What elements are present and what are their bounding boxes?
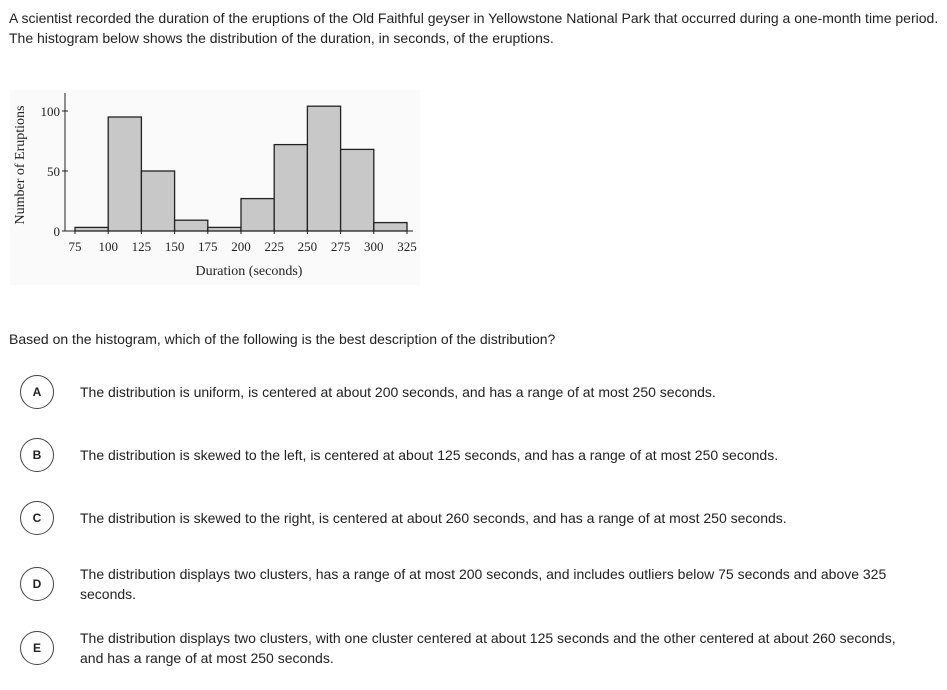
choice-text-c: The distribution is skewed to the right, is centered at about 260 seconds, and has a range of at most 250 seconds. — [80, 510, 787, 526]
histogram-bar-175-200 — [208, 227, 241, 231]
y-tick-label-0: 0 — [53, 224, 60, 239]
x-tick-label-175: 175 — [198, 239, 218, 254]
y-axis-ticks — [41, 104, 69, 239]
histogram-bar-275-300 — [341, 149, 374, 231]
y-tick-label-50: 50 — [47, 164, 60, 179]
x-tick-label-150: 150 — [164, 239, 185, 254]
answer-choice-b[interactable] — [20, 438, 940, 472]
choice-letter-b[interactable]: B — [20, 438, 54, 472]
choice-letter-a[interactable]: A — [20, 375, 54, 409]
y-axis-label: Number of Eruptions — [13, 105, 28, 225]
histogram-bar-225-250 — [274, 145, 307, 231]
x-tick-label-250: 250 — [297, 239, 318, 254]
histogram-bars — [75, 106, 407, 231]
histogram-figure — [10, 90, 420, 285]
histogram-chart — [10, 90, 420, 285]
x-tick-label-100: 100 — [98, 239, 118, 254]
x-tick-label-300: 300 — [364, 239, 384, 254]
x-axis-label: Duration (seconds) — [195, 264, 303, 279]
x-tick-label-75: 75 — [68, 239, 82, 254]
question-prompt: Based on the histogram, which of the following is the best description of the distribution? — [9, 331, 556, 347]
choice-text-e: The distribution displays two clusters, with one cluster centered at about 125 seconds and the other centered at about 260 seconds, and has a range of at most 250 seconds. — [80, 630, 896, 666]
choice-letter-c[interactable]: C — [20, 501, 54, 535]
x-tick-label-325: 325 — [397, 239, 417, 254]
y-tick-label-100: 100 — [40, 104, 60, 119]
histogram-bar-150-175 — [175, 220, 208, 231]
histogram-bar-300-325 — [374, 223, 407, 231]
histogram-bar-75-100 — [75, 227, 108, 231]
x-tick-label-125: 125 — [131, 239, 152, 254]
answer-choice-d[interactable] — [20, 564, 940, 604]
histogram-bar-200-225 — [241, 199, 274, 231]
answer-choice-e[interactable] — [20, 628, 940, 668]
histogram-bar-250-275 — [307, 106, 340, 231]
choice-text-a: The distribution is uniform, is centered at about 200 seconds, and has a range of at most 250 seconds. — [80, 384, 716, 400]
question-stem: A scientist recorded the duration of the eruptions of the Old Faithful geyser in Yellowstone National Park that occurred during a one-month time period. The histogram below shows the distribution of the duration, in seconds, of the eruptions. — [9, 10, 939, 46]
answer-choice-a[interactable] — [20, 375, 940, 409]
answer-choice-c[interactable] — [20, 501, 940, 535]
choice-letter-d[interactable]: D — [20, 567, 54, 601]
choice-text-d: The distribution displays two clusters, has a range of at most 200 seconds, and includes outliers below 75 seconds and above 325 seconds. — [80, 566, 887, 602]
histogram-bar-100-125 — [108, 117, 141, 231]
choice-letter-e[interactable]: E — [20, 631, 54, 665]
x-tick-label-275: 275 — [330, 239, 351, 254]
x-axis-ticks — [69, 228, 417, 254]
x-tick-label-200: 200 — [231, 239, 251, 254]
x-tick-label-225: 225 — [264, 239, 284, 254]
histogram-bar-125-150 — [141, 171, 174, 231]
choice-text-b: The distribution is skewed to the left, is centered at about 125 seconds, and has a range of at most 250 seconds. — [80, 447, 779, 463]
